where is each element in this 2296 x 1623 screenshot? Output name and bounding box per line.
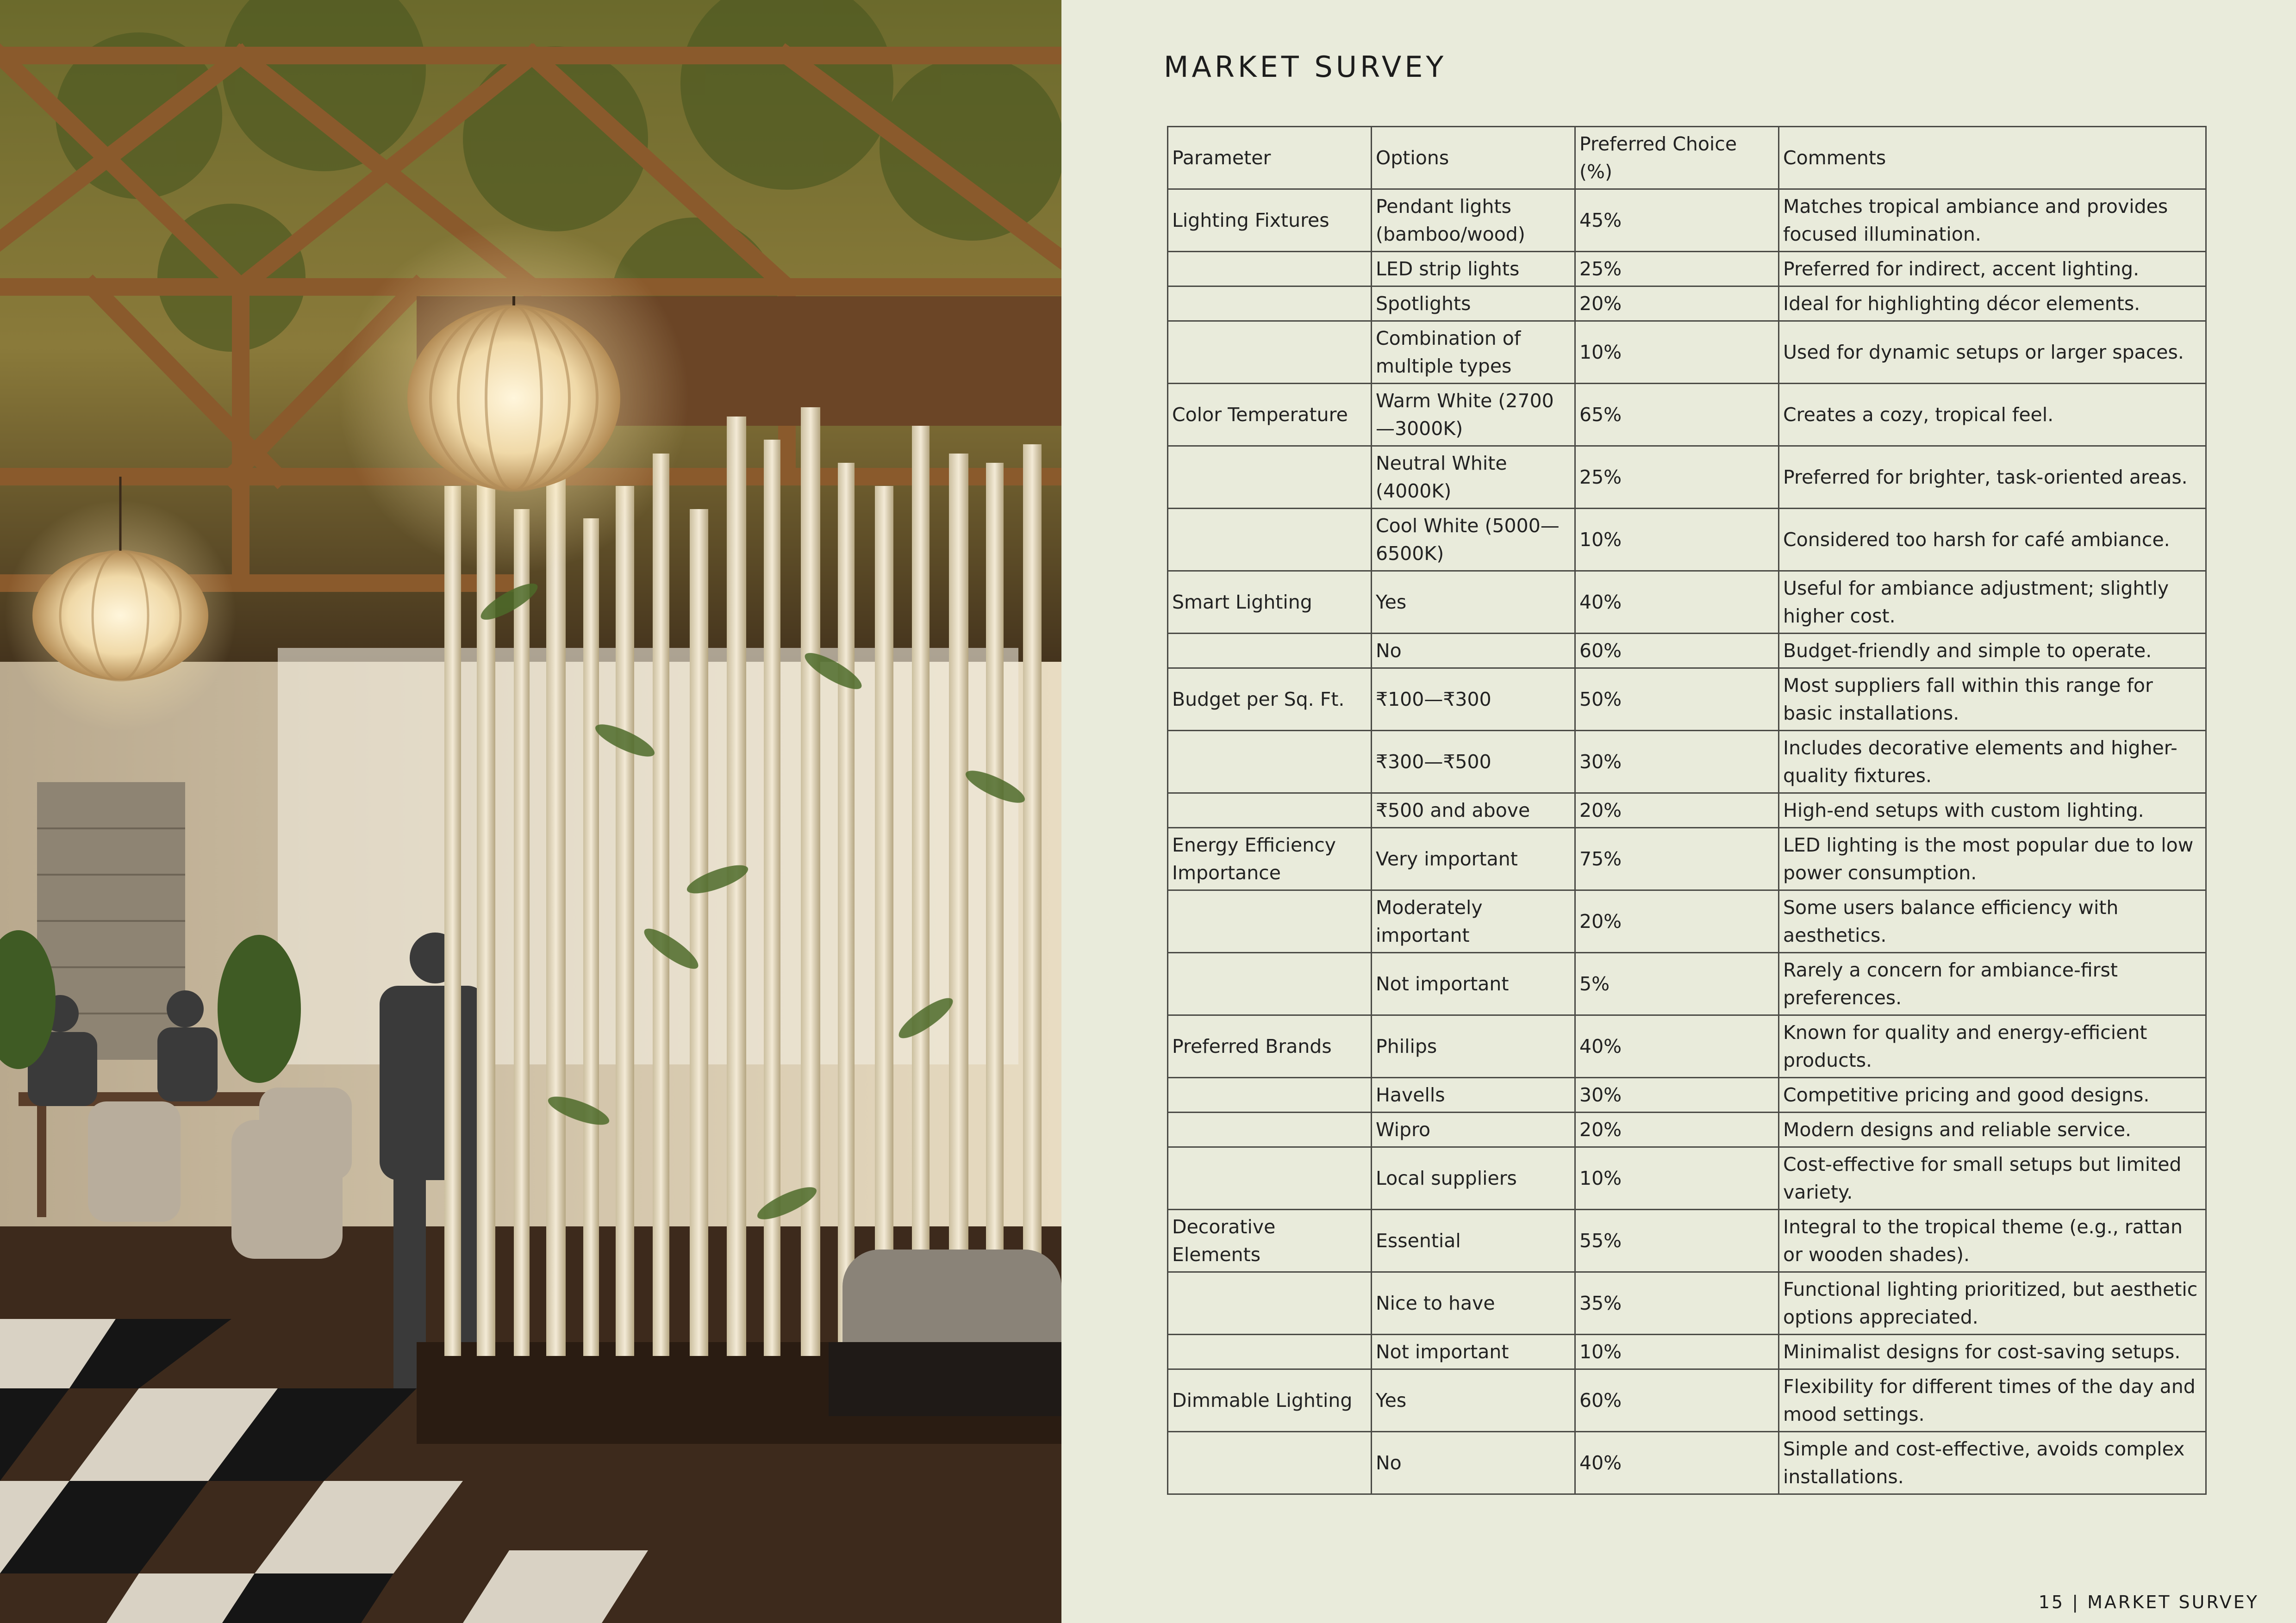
cell-percent: 20% bbox=[1575, 286, 1779, 321]
cell-parameter bbox=[1168, 953, 1372, 1015]
survey-panel bbox=[1061, 0, 2296, 1623]
cell-comment: Cost-effective for small setups but limited variety. bbox=[1779, 1147, 2206, 1210]
cell-comment: Considered too harsh for café ambiance. bbox=[1779, 509, 2206, 571]
header-options: Options bbox=[1372, 127, 1575, 189]
cell-percent: 40% bbox=[1575, 1015, 1779, 1078]
table-row bbox=[1168, 321, 2206, 384]
cell-comment: Simple and cost-effective, avoids complex installations. bbox=[1779, 1432, 2206, 1494]
table-body bbox=[1168, 189, 2206, 1494]
table-row bbox=[1168, 828, 2206, 890]
cell-option: ₹100—₹300 bbox=[1372, 668, 1575, 731]
cell-parameter bbox=[1168, 1272, 1372, 1335]
table-row bbox=[1168, 634, 2206, 668]
table-header-row bbox=[1168, 127, 2206, 189]
cell-comment: Ideal for highlighting décor elements. bbox=[1779, 286, 2206, 321]
header-comments: Comments bbox=[1779, 127, 2206, 189]
cell-parameter: Color Temperature bbox=[1168, 384, 1372, 446]
cell-option: ₹300—₹500 bbox=[1372, 731, 1575, 793]
table-row bbox=[1168, 286, 2206, 321]
table-row bbox=[1168, 509, 2206, 571]
table-row bbox=[1168, 252, 2206, 286]
cell-parameter: Decorative Elements bbox=[1168, 1210, 1372, 1272]
page-number: 15 bbox=[2038, 1592, 2065, 1612]
page-footer bbox=[2039, 1592, 2259, 1612]
cell-option: Wipro bbox=[1372, 1113, 1575, 1147]
cell-comment: Flexibility for different times of the day and mood settings. bbox=[1779, 1369, 2206, 1432]
cell-option: Warm White (2700—3000K) bbox=[1372, 384, 1575, 446]
cell-percent: 25% bbox=[1575, 446, 1779, 509]
cell-parameter: Smart Lighting bbox=[1168, 571, 1372, 634]
table-row bbox=[1168, 571, 2206, 634]
cell-option: Pendant lights (bamboo/wood) bbox=[1372, 189, 1575, 252]
cell-percent: 10% bbox=[1575, 321, 1779, 384]
cell-parameter bbox=[1168, 731, 1372, 793]
cell-parameter bbox=[1168, 1147, 1372, 1210]
table-row bbox=[1168, 1147, 2206, 1210]
cell-parameter bbox=[1168, 509, 1372, 571]
cell-parameter bbox=[1168, 1113, 1372, 1147]
cell-option: ₹500 and above bbox=[1372, 793, 1575, 828]
table-row bbox=[1168, 731, 2206, 793]
cell-option: No bbox=[1372, 634, 1575, 668]
table-row bbox=[1168, 1113, 2206, 1147]
cell-parameter bbox=[1168, 1078, 1372, 1113]
cell-comment: Preferred for brighter, task-oriented areas. bbox=[1779, 446, 2206, 509]
cell-percent: 60% bbox=[1575, 634, 1779, 668]
cell-percent: 45% bbox=[1575, 189, 1779, 252]
cell-comment: Integral to the tropical theme (e.g., rattan or wooden shades). bbox=[1779, 1210, 2206, 1272]
cell-percent: 55% bbox=[1575, 1210, 1779, 1272]
cafe-interior-photo bbox=[0, 0, 1061, 1623]
cell-parameter bbox=[1168, 286, 1372, 321]
cell-parameter: Energy Efficiency Importance bbox=[1168, 828, 1372, 890]
cell-percent: 50% bbox=[1575, 668, 1779, 731]
cell-parameter bbox=[1168, 252, 1372, 286]
cell-percent: 10% bbox=[1575, 1335, 1779, 1369]
cell-option: No bbox=[1372, 1432, 1575, 1494]
cell-percent: 5% bbox=[1575, 953, 1779, 1015]
cell-comment: Budget-friendly and simple to operate. bbox=[1779, 634, 2206, 668]
cell-option: Essential bbox=[1372, 1210, 1575, 1272]
cell-parameter bbox=[1168, 1432, 1372, 1494]
cell-comment: Used for dynamic setups or larger spaces. bbox=[1779, 321, 2206, 384]
table-row bbox=[1168, 1432, 2206, 1494]
cell-comment: Minimalist designs for cost-saving setups. bbox=[1779, 1335, 2206, 1369]
cell-option: Havells bbox=[1372, 1078, 1575, 1113]
cell-option: Nice to have bbox=[1372, 1272, 1575, 1335]
cell-percent: 40% bbox=[1575, 1432, 1779, 1494]
cell-parameter: Dimmable Lighting bbox=[1168, 1369, 1372, 1432]
table-row bbox=[1168, 1272, 2206, 1335]
cell-percent: 65% bbox=[1575, 384, 1779, 446]
cell-percent: 20% bbox=[1575, 1113, 1779, 1147]
cell-comment: LED lighting is the most popular due to low power consumption. bbox=[1779, 828, 2206, 890]
cell-parameter: Budget per Sq. Ft. bbox=[1168, 668, 1372, 731]
market-survey-table bbox=[1167, 126, 2207, 1495]
cell-percent: 60% bbox=[1575, 1369, 1779, 1432]
table-row bbox=[1168, 1335, 2206, 1369]
table-row bbox=[1168, 890, 2206, 953]
cell-comment: Useful for ambiance adjustment; slightly higher cost. bbox=[1779, 571, 2206, 634]
cell-percent: 10% bbox=[1575, 1147, 1779, 1210]
cell-parameter bbox=[1168, 634, 1372, 668]
cell-comment: High-end setups with custom lighting. bbox=[1779, 793, 2206, 828]
cell-option: LED strip lights bbox=[1372, 252, 1575, 286]
cell-parameter bbox=[1168, 321, 1372, 384]
cell-option: Not important bbox=[1372, 953, 1575, 1015]
cell-percent: 35% bbox=[1575, 1272, 1779, 1335]
cell-comment: Functional lighting prioritized, but aesthetic options appreciated. bbox=[1779, 1272, 2206, 1335]
cell-percent: 20% bbox=[1575, 890, 1779, 953]
cell-option: Moderately important bbox=[1372, 890, 1575, 953]
cell-option: Cool White (5000—6500K) bbox=[1372, 509, 1575, 571]
cell-parameter bbox=[1168, 1335, 1372, 1369]
cell-option: Yes bbox=[1372, 1369, 1575, 1432]
table-row bbox=[1168, 1015, 2206, 1078]
cell-percent: 25% bbox=[1575, 252, 1779, 286]
footer-section: MARKET SURVEY bbox=[2087, 1592, 2259, 1612]
table-row bbox=[1168, 1210, 2206, 1272]
cell-option: Very important bbox=[1372, 828, 1575, 890]
cell-percent: 40% bbox=[1575, 571, 1779, 634]
cell-option: Local suppliers bbox=[1372, 1147, 1575, 1210]
cafe-illustration bbox=[0, 0, 1061, 1623]
cell-option: Spotlights bbox=[1372, 286, 1575, 321]
cell-parameter bbox=[1168, 793, 1372, 828]
cell-option: Combination of multiple types bbox=[1372, 321, 1575, 384]
cell-option: Not important bbox=[1372, 1335, 1575, 1369]
cell-percent: 20% bbox=[1575, 793, 1779, 828]
cell-comment: Most suppliers fall within this range for basic installations. bbox=[1779, 668, 2206, 731]
page-title: MARKET SURVEY bbox=[1164, 50, 1447, 84]
table-row bbox=[1168, 953, 2206, 1015]
cell-parameter: Preferred Brands bbox=[1168, 1015, 1372, 1078]
cell-option: Yes bbox=[1372, 571, 1575, 634]
cell-comment: Preferred for indirect, accent lighting. bbox=[1779, 252, 2206, 286]
cell-comment: Known for quality and energy-efficient products. bbox=[1779, 1015, 2206, 1078]
cell-percent: 75% bbox=[1575, 828, 1779, 890]
cell-comment: Competitive pricing and good designs. bbox=[1779, 1078, 2206, 1113]
footer-separator: | bbox=[2072, 1592, 2080, 1612]
cell-option: Neutral White (4000K) bbox=[1372, 446, 1575, 509]
cell-parameter bbox=[1168, 446, 1372, 509]
cell-comment: Some users balance efficiency with aesthetics. bbox=[1779, 890, 2206, 953]
table-row bbox=[1168, 189, 2206, 252]
cell-comment: Creates a cozy, tropical feel. bbox=[1779, 384, 2206, 446]
cell-parameter bbox=[1168, 890, 1372, 953]
cell-percent: 30% bbox=[1575, 1078, 1779, 1113]
cell-comment: Modern designs and reliable service. bbox=[1779, 1113, 2206, 1147]
header-preferred-choice: Preferred Choice (%) bbox=[1575, 127, 1779, 189]
table-row bbox=[1168, 384, 2206, 446]
cell-parameter: Lighting Fixtures bbox=[1168, 189, 1372, 252]
cell-comment: Rarely a concern for ambiance-first preferences. bbox=[1779, 953, 2206, 1015]
table-row bbox=[1168, 1078, 2206, 1113]
cell-percent: 10% bbox=[1575, 509, 1779, 571]
cell-comment: Includes decorative elements and higher-quality fixtures. bbox=[1779, 731, 2206, 793]
header-parameter: Parameter bbox=[1168, 127, 1372, 189]
cell-option: Philips bbox=[1372, 1015, 1575, 1078]
table-row bbox=[1168, 793, 2206, 828]
table-row bbox=[1168, 668, 2206, 731]
cell-comment: Matches tropical ambiance and provides focused illumination. bbox=[1779, 189, 2206, 252]
table-row bbox=[1168, 1369, 2206, 1432]
table-row bbox=[1168, 446, 2206, 509]
cell-percent: 30% bbox=[1575, 731, 1779, 793]
